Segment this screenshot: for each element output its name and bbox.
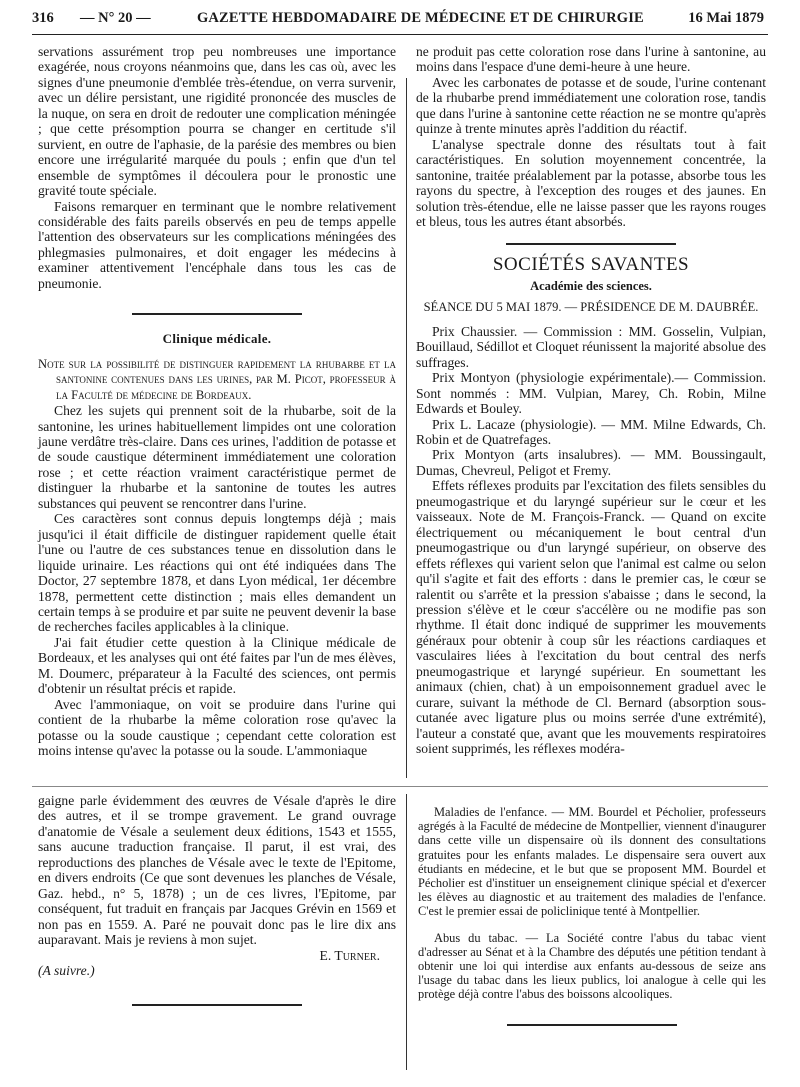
paragraph: Prix Montyon (physiologie expérimentale).— Commission. Sont nommés : MM. Vulpian, Marey, Ch. Robin, Milne Edwards et Bouley. [416, 370, 766, 417]
paragraph: Chez les sujets qui prennent soit de la rhubarbe, soit de la santonine, les urines habituellement limpides ont une coloration jaune verdâtre très-claire. Dans ces urines, l'addition de potasse et de soude caustique déterminent immédiatement une coloration rose ; et cette réaction vraiment caractéristique permet de distinguer la rhubarbe et la santonine de toutes les autres substances qui peuvent se rencontrer dans l'urine. [38, 403, 396, 511]
section-title: SOCIÉTÉS SAVANTES [492, 254, 690, 276]
paragraph: Prix Chaussier. — Commission : MM. Gosselin, Vulpian, Bouillaud, Sédillot et Cloquet réunissent la majorité absolue des suffrages. [416, 323, 766, 370]
paragraph: Maladies de l'enfance. — MM. Bourdel et Pécholier, professeurs agrégés à la Faculté de médecine de Montpellier, viennent d'inaugurer dans cette ville un dispensaire où ils donnent des consultations gratuites pour les enfants malades. Le dispensaire sera ouvert aux étudiants en médecine, et le but que se proposent MM. Bourdel et Pécholier est d'instituer un enseignement clinique spécial et d'exercer les élèves au diagnostic et au traitement des maladies de l'enfance. C'est le premier essai de policlinique tenté à Montpellier. [418, 805, 766, 919]
lower-left-column [38, 793, 396, 1006]
academy-heading: Académie des sciences. [530, 278, 652, 293]
signature: E. Turner. [319, 947, 380, 963]
paragraph: servations assurément trop peu nombreuses une importance exagérée, nous croyons néanmoins que, dans les cas où, avec les signes d'une pneumonie d'emblée très-étendue, on verra survenir, avec un délire persistant, une rigidité prononcée des muscles de la nuque, on sera en droit de redouter une complication méningée ; que cette présomption pourra se changer en certitude s'il survient, en outre de l'aphasie, de la parésie des membres ou bien encore une irrégularité marquée du pouls ; enfin que d'un tel ensemble de symptômes il découlera pour le pronostic une gravité toute spéciale. [38, 44, 396, 199]
column-divider-lower [406, 794, 407, 1070]
section-rule [506, 243, 676, 245]
section-rule [132, 313, 302, 315]
paragraph: Faisons remarquer en terminant que le nombre relativement considérable des faits pareils observés en peu de temps appelle l'attention des observateurs sur les complications méningées des phlegmasies pulmonaires, et doit engager les médecins à examiner attentivement l'encéphale dans tous les cas de pneumonie. [38, 198, 396, 291]
running-header [32, 6, 764, 36]
paragraph: Avec l'ammoniaque, on voit se produire dans l'urine qui contient de la rhubarbe la même coloration rose qu'avec la potasse ou la soude caustique ; cependant cette coloration est moins intense qu'avec la potasse ou la soude. L'ammoniaque [38, 696, 396, 759]
paragraph: Avec les carbonates de potasse et de soude, l'urine contenant de la rhubarbe prend immédiatement une coloration rose, tandis que dans l'urine à santonine cette réaction ne se montre qu'après quinze à trente minutes après l'addition du réactif. [416, 74, 766, 137]
closing-rule [507, 1024, 677, 1026]
header-rule [32, 34, 768, 35]
right-column [416, 44, 766, 756]
session-heading: SÉANCE DU 5 MAI 1879. — PRÉSIDENCE DE M. DAUBRÉE. [423, 300, 759, 315]
paragraph: Prix L. Lacaze (physiologie). — MM. Milne Edwards, Ch. Robin et de Quatrefages. [416, 416, 766, 447]
paragraph: Effets réflexes produits par l'excitation des filets sensibles du pneumogastrique et du laryngé supérieur sur le cœur et les vaisseaux. Note de M. François-Franck. — Quand on excite électriquement ou mécaniquement le bout central d'un pneumogastrique ou d'un laryngé supérieur, on observe des effets réflexes qui varient selon que l'animal est calme ou selon qu'il s'agite et fait des efforts : dans le premier cas, le cœur se ralentit ou s'arrête et la pression s'abaisse ; dans le second, la pression s'élève et le cœur s'accélère ou ne modifie pas son rhythme. Il était donc indiqué de supprimer les mouvements généraux pour obtenir à coup sûr les réactions cardiaques et vasculaires liées à l'excitation du bout central des nerfs pneumogastrique et laryngé supérieur. En soumettant les animaux (chien, chat) à un empoisonnement graduel avec le curare, suivant la méthode de Cl. Bernard (absorption sous-cutanée avec ligature plus ou moins serrée d'une extrémité), l'auteur a constaté que, avant que les mouvements respiratoires soient supprimés, les réflexes modéra- [416, 478, 766, 757]
column-divider-upper [406, 78, 407, 778]
lower-right-column [418, 805, 766, 1026]
paragraph: Ces caractères sont connus depuis longtemps déjà ; mais jusqu'ici il était difficile de distinguer rapidement quelle était l'une ou l'autre de ces substances tenue en dissolution dans le liquide urinaire. Les réactions qui ont été indiquées dans The Doctor, 27 septembre 1878, et dans Lyon médical, 1er décembre 1878, permettent cette distinction ; mais elles demandent un certain temps à se produire et par suite ne peuvent devenir la base de recherches faciles applicables à la clinique. [38, 511, 396, 635]
paragraph: L'analyse spectrale donne des résultats tout à fait caractéristiques. En solution moyennement concentrée, la santonine, traitée préalablement par la potasse, absorbe tous les rayons du spectre, à l'exception des rouges et des jaunes. En solution très-étendue, elle ne laisse passer que les rayons rouges et bleus, tous les autres étant absorbés. [416, 136, 766, 229]
note-title: Note sur la possibilité de distinguer rapidement la rhubarbe et la santonine contenues dans les urines, par M. Picot, professeur à la Faculté de médecine de Bordeaux. [38, 356, 396, 402]
journal-title: GAZETTE HEBDOMADAIRE DE MÉDECINE ET DE CHIRURGIE [197, 10, 644, 26]
to-be-continued: (A suivre.) [38, 962, 95, 978]
issue-number: — N° 20 — [80, 10, 151, 26]
paragraph: J'ai fait étudier cette question à la Clinique médicale de Bordeaux, et les analyses qui ont été faites par l'un de mes élèves, M. Doumerc, préparateur à la Faculté des sciences, ont permis d'obtenir un résultat précis et rapide. [38, 634, 396, 697]
paragraph: ne produit pas cette coloration rose dans l'urine à santonine, au moins dans l'espace d'une demi-heure à une heure. [416, 44, 766, 75]
paragraph: Prix Montyon (arts insalubres). — MM. Boussingault, Dumas, Chevreul, Peligot et Fremy. [416, 447, 766, 478]
left-column [38, 44, 396, 758]
lower-section-separator [32, 786, 768, 787]
issue-date: 16 Mai 1879 [688, 10, 764, 26]
paragraph: Abus du tabac. — La Société contre l'abus du tabac vient d'adresser au Sénat et à la Chambre des députés une pétition tendant à obtenir une loi qui interdise aux enfants au-dessous de seize ans l'usage du tabac dans les lieux publics, loi analogue à celle qui les protège déjà contre l'abus des boissons alcooliques. [418, 930, 766, 1002]
page-number: 316 [32, 10, 54, 26]
paragraph: gaigne parle évidemment des œuvres de Vésale d'après le dire des autres, et il se trompe gravement. Le grand ouvrage d'anatomie de Vésale a seulement deux éditions, 1543 et 1555, sans aucune traduction française. Il parut, il est vrai, des reproductions des planches de Vésale avec le texte de l'Epitome, en divers endroits (Ce que sont devenues les planches de Vésale, Gaz. hebd., n° 5, 1878) ; un de ces livres, l'Epitome, par conséquent, fut traduit en français par Jacques Grévin en 1569 et non pas en 1559. A. Paré ne pouvait donc pas le lire dix ans auparavant. Mais je reviens à mon sujet. [38, 793, 396, 948]
section-heading: Clinique médicale. [162, 331, 272, 347]
closing-rule [132, 1004, 302, 1006]
